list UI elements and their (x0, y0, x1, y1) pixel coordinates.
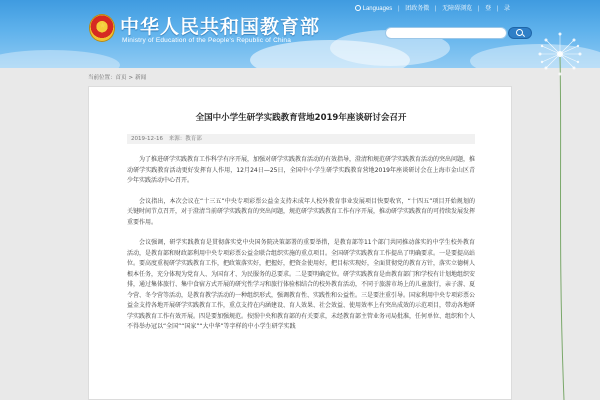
breadcrumb (88, 73, 146, 81)
top-nav (355, 3, 510, 12)
site-subtitle: Ministry of Education of the People's Republic of China (122, 37, 292, 44)
weibo-link[interactable]: 团政务微 (405, 6, 430, 12)
national-emblem-icon[interactable]: ★ (89, 14, 115, 42)
site-title[interactable]: 中华人民共和国教育部 (120, 16, 321, 38)
nav-divider: | (434, 6, 437, 12)
header-cloud (0, 50, 120, 68)
article-paragraph: 为了推进研学实践教育工作科学有序开展，加强对研学实践教育活动的有效指导，澄清和规范研学实践教育活动的突出问题，推动研学实践教育活动更好发挥育人作用，12月24日—25日，全国中小学生研学实践教育营地2019年座谈研讨会在上海市金山区青少年实践活动中心召开。 (127, 156, 476, 184)
breadcrumb-home-link[interactable]: 首页 (115, 75, 127, 81)
site-header (0, 0, 600, 68)
article-paragraph: 会议指出，本次会议在“十三五”中央专项彩票公益金支持未成年人校外教育事业发展项目快要收官，“十四五”项目开始规划的关键时间节点召开，对于澄清当前研学实践教育的突出问题，规范研学实践教育工作有序开展，推动研学实践教育的可持续发展发挥重要作用。 (127, 197, 476, 226)
article-date: 2019-12-16 (131, 136, 163, 142)
article-source: 来源：教育部 (168, 136, 202, 142)
article-body (127, 155, 475, 343)
article-paragraph: 会议强调，研学实践教育是贯彻落实党中央国务院决策部署的重要举措，是教育部等11个部门共同推动落实的中学生校外教育活动，是教育部和财政部利用中央专项彩票公益金联合组织实施的重点项目。全国研学实践教育工作提出了明确要求。一是要提高站位。要高度重视研学实践教育工作，把政策落实好，把握好，把资金使用好，把目标实现好，全面贯彻党的教育方针，落实立德树人根本任务，充分体现为党育人、为国育才、为民服务的总要求。二是要明确定位。研学实践教育是由教育部门和学校有计划地组织安排，通过集体旅行、集中食宿方式开展的研究性学习和旅行体验相结合的校外教育活动，不同于旅游市场上的儿童旅行，亲子游、夏令营、冬令营等活动，是教育教学活动的一种组织形式，强调教育性、实践性和公益性。三是要注重引导。国家利用中央专项彩票公益金支持各地开展研学实践教育工作，重点支持在内涵建设、育人效果、社会效益、使用效率上有突出成效的示范项目，带动各地研学实践教育工作有效开展。四是要加强规范。按照中央和教育部的有关要求，未经教育部主管业务司局批准，任何单位、组织和个人不得举办冠以“全国”“国家”“大中华”等字样的中小学生研学实践 (127, 239, 476, 330)
breadcrumb-separator: > (128, 75, 134, 81)
nav-divider: | (496, 6, 499, 12)
login-link[interactable]: 登 (485, 6, 492, 12)
dandelion-decoration (520, 30, 600, 400)
search-input[interactable] (385, 27, 507, 39)
accessibility-link[interactable]: 无障碍浏览 (442, 6, 473, 12)
breadcrumb-news-link[interactable]: 新闻 (135, 75, 147, 81)
article-title: 全国中小学生研学实践教育营地2019年座谈研讨会召开 (195, 113, 407, 123)
register-link[interactable]: 录 (503, 6, 510, 12)
breadcrumb-prefix: 当前位置： (88, 75, 116, 81)
nav-divider: | (477, 6, 480, 12)
nav-divider: | (397, 6, 400, 12)
article-meta-bar (127, 134, 475, 144)
globe-icon (355, 5, 361, 11)
languages-link[interactable]: Languages (362, 6, 393, 12)
article-panel (88, 86, 512, 400)
